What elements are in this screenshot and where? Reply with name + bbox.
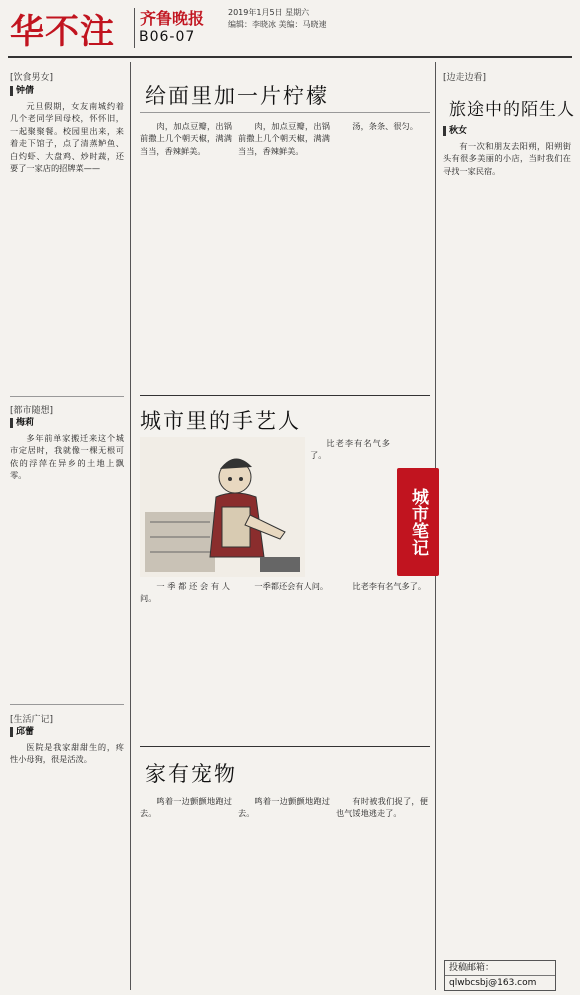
paragraph: 元旦假期，女友南城约着几个老同学回母校，怀怀旧，一起聚聚餐。校园里出来，来着走下馆子，点了清蒸鲈鱼、白灼虾、大盘鸡、炒时蔬，还要了一家店的招牌菜—— xyxy=(10,101,124,174)
article-body xyxy=(140,795,232,985)
author-name: 梅莉 xyxy=(10,418,34,428)
article-body xyxy=(336,795,428,985)
article-body xyxy=(336,120,428,390)
article-body xyxy=(238,580,330,740)
article-body xyxy=(238,120,330,390)
submission-box xyxy=(444,960,556,991)
page-number: B06-07 xyxy=(139,29,196,45)
article-body xyxy=(10,432,124,692)
article-body xyxy=(310,437,390,577)
paragraph: 肉，加点豆瓣，出锅前撒上几个朝天椒，满满当当，香辣鲜美。 xyxy=(140,121,232,156)
article-body xyxy=(10,100,124,390)
section-rule xyxy=(140,395,430,396)
article-body xyxy=(10,741,124,986)
paragraph: 多年前单家搬迁来这个城市定居时，我就像一棵无根可依的浮萍在异乡的土地上飘零。 xyxy=(10,433,124,481)
column-divider xyxy=(130,62,131,990)
paragraph: 比老李有名气多了。 xyxy=(310,438,390,461)
section-rule xyxy=(140,746,430,747)
paragraph: 有一次和朋友去阳朔，阳朔街头有很多美丽的小店，当时我们在寻找一家民宿。 xyxy=(443,141,571,176)
masthead-rule xyxy=(8,56,572,58)
masthead xyxy=(0,0,580,60)
paragraph: 肉，加点豆瓣，出锅前撒上几个朝天椒，满满当当，香辣鲜美。 xyxy=(238,121,330,156)
headline-stranger: 旅途中的陌生人 xyxy=(449,100,575,120)
headline-pets: 家有宠物 xyxy=(145,762,237,786)
paragraph: 鸣着一边颤颤地跑过去。 xyxy=(140,796,232,819)
section-tag: [生活广记] xyxy=(10,715,54,725)
author-name: 邱蕾 xyxy=(10,727,34,737)
paragraph: 一季都还会有人问。 xyxy=(254,581,329,591)
article-body xyxy=(238,795,330,985)
paragraph: 比老李有名气多了。 xyxy=(352,581,427,591)
paragraph: 医院是我家甜甜生的，疼性小母狗，很是活泼。 xyxy=(10,742,124,765)
paragraph: 鸣着一边颤颤地跑过去。 xyxy=(238,796,330,819)
headline-craftsman: 城市里的手艺人 xyxy=(140,409,301,433)
newspaper-name: 齐鲁晚报 xyxy=(140,9,205,28)
masthead-divider xyxy=(134,8,135,48)
city-notes-stamp: 城市笔记 xyxy=(397,468,439,576)
paragraph: 有时被我们捉了，便也气馁地逃走了。 xyxy=(336,796,428,819)
section-tag: [饮食男女] xyxy=(10,73,54,83)
date-line: 2019年1月5日 星期六 xyxy=(228,8,310,17)
submission-email[interactable]: qlwbcsbj@163.com xyxy=(449,978,537,988)
paragraph: 汤，条条、很匀。 xyxy=(352,121,418,131)
article-body xyxy=(140,580,230,740)
headline-lemon: 给面里加一片柠檬 xyxy=(145,84,329,108)
author-name: 钟倩 xyxy=(10,86,34,96)
author-name: 秋女 xyxy=(443,126,467,136)
section-tag: [都市随想] xyxy=(10,406,54,416)
paragraph: 一季都还会有人问。 xyxy=(140,581,230,604)
section-tag: [边走边看] xyxy=(443,73,487,83)
section-rule xyxy=(10,704,124,705)
article-body xyxy=(140,120,232,390)
headline-rule xyxy=(140,112,430,113)
section-rule xyxy=(10,396,124,397)
submission-label: 投稿邮箱： xyxy=(445,961,555,976)
editors-line: 编辑：李晓冰 美编：马晓速 xyxy=(228,20,327,29)
article-body xyxy=(336,580,428,740)
article-body xyxy=(443,140,571,955)
column-title: 华不注 xyxy=(10,12,115,52)
craftsman-illustration xyxy=(140,437,305,577)
